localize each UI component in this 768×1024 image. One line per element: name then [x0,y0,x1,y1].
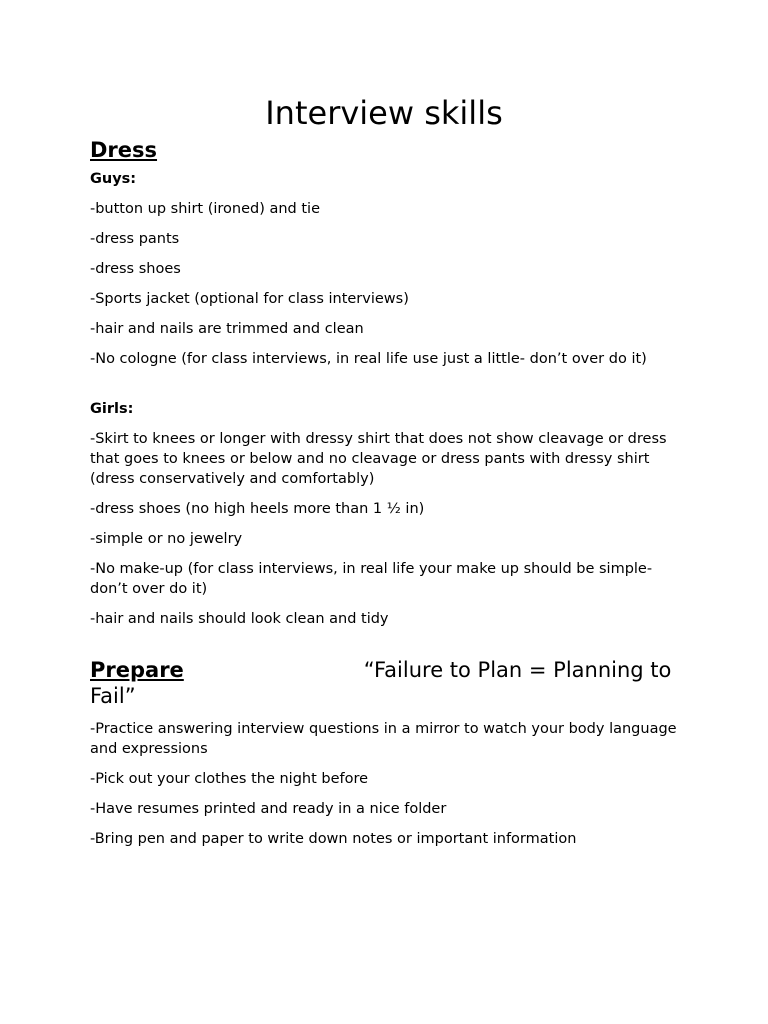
list-item: -Bring pen and paper to write down notes or important information [90,831,577,847]
girls-heading: Girls: [90,401,134,417]
list-item: -dress pants [90,231,180,247]
list-item: -Have resumes printed and ready in a nice folder [90,801,447,817]
list-item: -No make-up (for class interviews, in real life your make up should be simple- don’t over do it) [90,561,653,597]
list-item: -Skirt to knees or longer with dressy shirt that does not show cleavage or dress that goes to knees or below and no cleavage or dress pants with dressy shirt (dress conservatively and comfortably) [90,431,667,487]
prepare-list [90,719,678,849]
list-item: -dress shoes (no high heels more than 1 ½ in) [90,501,425,517]
list-item: -Sports jacket (optional for class interviews) [90,291,409,307]
document-title: Interview skills [265,94,503,132]
prepare-heading-line [90,657,678,709]
list-item: -hair and nails should look clean and tidy [90,611,389,627]
list-item: -Pick out your clothes the night before [90,771,369,787]
list-item: -hair and nails are trimmed and clean [90,321,364,337]
list-item: -button up shirt (ironed) and tie [90,201,321,217]
list-item: -Practice answering interview questions in a mirror to watch your body language and expressions [90,721,677,757]
list-item: -simple or no jewelry [90,531,243,547]
guys-heading: Guys: [90,171,137,187]
list-item: -No cologne (for class interviews, in real life use just a little- don’t over do it) [90,351,647,367]
list-item: -dress shoes [90,261,181,277]
prepare-heading: Prepare [90,658,184,682]
prepare-quote: “Failure to Plan = Planning to Fail” [90,658,672,708]
guys-list [90,199,678,369]
dress-heading: Dress [90,138,158,162]
girls-list [90,429,678,629]
